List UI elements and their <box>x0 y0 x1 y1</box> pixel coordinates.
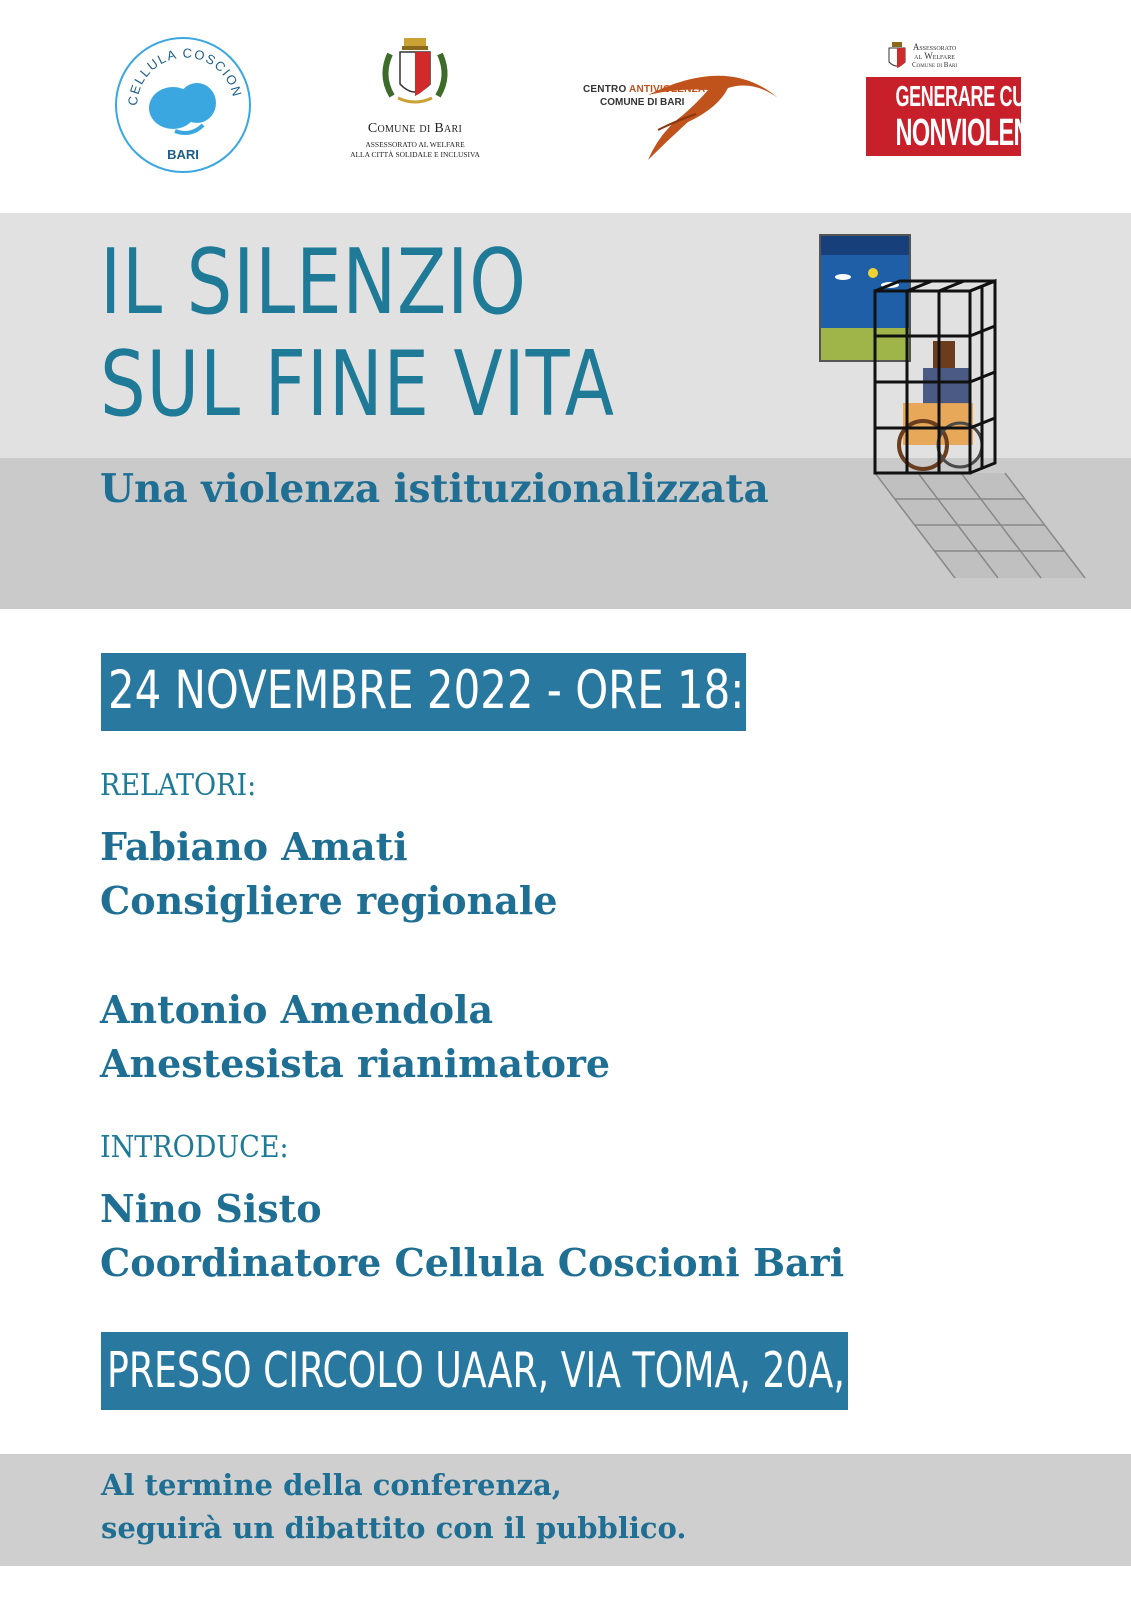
svg-text:BARI: BARI <box>167 147 199 162</box>
relatori-label: RELATORI: <box>100 768 257 803</box>
footer-note <box>101 1464 686 1550</box>
small-coat-of-arms-icon <box>884 42 910 72</box>
footer-line2: seguirà un dibattito con il pubblico. <box>101 1511 687 1545</box>
speaker-1 <box>100 820 558 928</box>
speaker-1-name: Fabiano Amati <box>100 824 408 869</box>
introducer-name: Nino Sisto <box>100 1186 322 1231</box>
bari-coat-of-arms-icon <box>340 36 490 116</box>
svg-text:CELLULA COSCIONI: CELLULA COSCION <box>124 45 246 107</box>
cage-illustration-icon <box>815 233 1090 603</box>
event-datetime: 24 NOVEMBRE 2022 - ORE 18:00 <box>108 660 798 721</box>
generare-box-line2: NONVIOLENTE <box>895 112 1059 154</box>
comune-line2: ASSESSORATO AL WELFARE <box>365 140 465 149</box>
generare-red-box <box>866 77 1082 156</box>
event-datetime-box <box>101 653 798 731</box>
speaker-2-role: Anestesista rianimatore <box>100 1041 611 1086</box>
speaker-1-role: Consigliere regionale <box>100 878 558 923</box>
comune-line3: ALLA CITTÀ SOLIDALE E INCLUSIVA <box>350 150 480 159</box>
speaker-2-name: Antonio Amendola <box>100 987 494 1032</box>
page-subtitle: Una violenza istituzionalizzata <box>100 466 769 512</box>
introducer <box>100 1182 844 1290</box>
centro-line2: COMUNE DI BARI <box>600 97 685 108</box>
generare-assessorato <box>912 43 957 70</box>
generare-ass-line1: Assessorato <box>912 42 957 52</box>
event-venue: PRESSO CIRCOLO UAAR, VIA TOMA, 20A, BARI <box>107 1342 942 1399</box>
generare-ass-line3: Comune di Bari <box>912 61 958 69</box>
cage-wheelchair-illustration <box>815 233 1090 603</box>
title-line1: IL SILENZIO <box>100 230 527 335</box>
event-venue-box <box>101 1332 942 1410</box>
page-title <box>100 232 660 436</box>
centro-word2: ANTIVIOLENZA <box>629 84 706 95</box>
title-line2: SUL FINE VITA <box>100 332 615 437</box>
generare-culture-nonviolente-logo <box>866 40 1082 155</box>
footer-line1: Al termine della conferenza, <box>101 1468 562 1502</box>
comune-di-bari-logo <box>340 36 490 166</box>
introduce-label: INTRODUCE: <box>100 1130 289 1165</box>
cellula-coscioni-logo <box>113 35 253 175</box>
centro-word1: CENTRO <box>583 84 627 95</box>
speaker-2 <box>100 983 610 1091</box>
generare-box-line1: GENERARE CULTURE <box>895 81 1082 113</box>
generare-ass-line2: al Welfare <box>914 51 955 61</box>
introducer-role: Coordinatore Cellula Coscioni Bari <box>100 1240 845 1285</box>
swallow-icon <box>578 60 788 165</box>
cellula-coscioni-emblem <box>113 35 253 175</box>
centro-antiviolenza-logo <box>578 60 788 165</box>
centro-line1 <box>583 84 705 95</box>
comune-name: Comune di Bari <box>367 121 463 136</box>
